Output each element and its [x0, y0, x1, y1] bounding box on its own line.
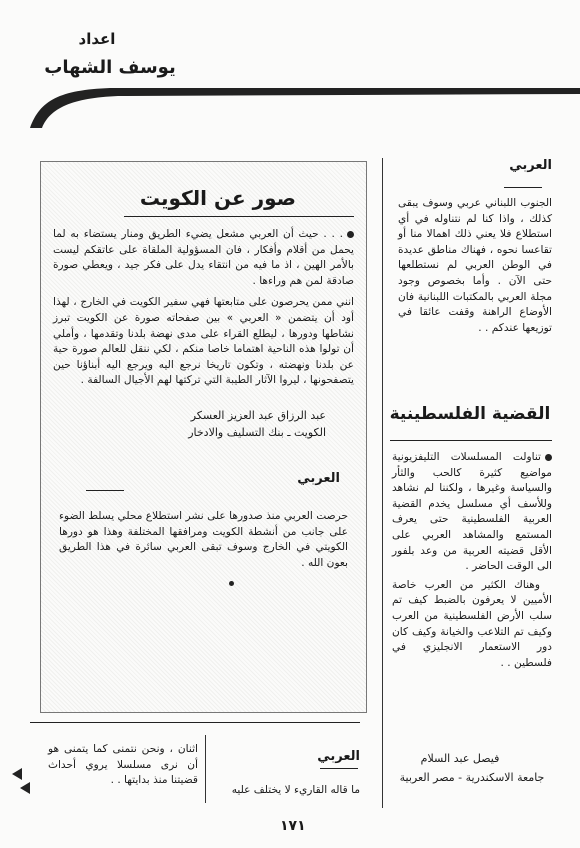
- reply-text-kuwait: حرصت العربي منذ صدورها على نشر استطلاع محلي يسلط الضوء على جانب من أنشطة الكويت ومرافقها المختلفة وهذا هو دورها الكويتي في الخارج وسوف تبقى العربي سائرة في هذا الطريق بعون الله .: [59, 509, 348, 569]
- header-swoosh-decoration: [0, 78, 580, 128]
- reply-text-top: الجنوب اللبناني عربي وسوف يبقى كذلك ، واذا كنا لم نتناوله في أي استطلاع فلا يعني ذلك اهمالا منا أو تقاعسا نحوه ، فهناك مناطق عديدة في الوطن العربي لم نستطلعها حتى الآن . وأما بخصوص وجود مجلة العربي بالمكتبات اللبنانية فان الأوضاع الراهنة وقفت عائقا في توزيعها عندكم . .: [398, 197, 552, 334]
- reply-label-underline: [86, 490, 124, 491]
- signature-name-right: فيصل عبد السلام: [420, 752, 500, 765]
- bullet-dot: [347, 231, 354, 238]
- letter-title-kuwait: صور عن الكويت: [139, 186, 296, 210]
- section-title-palestine: القضية الفلسطينية: [389, 404, 551, 424]
- section-title-rule: [390, 440, 552, 441]
- ornament-dot: [229, 581, 234, 586]
- continue-arrow-icon: [20, 782, 30, 794]
- letter-body-palestine: تناولت المسلسلات التليفزيونية مواضيع كثيرة كالحب والثأر والسياسة وغيرها ، ولكننا لم نشاهد وللأسف أي مسلسل يخدم القضية العربية الفلسطينية حتى يعرف المستمع والمشاهد العربي على الأقل قضيته العربية من وعد بلفور الى الوقت الحاضر . وهناك الكثير من العرب خاصة الأميين لا يعرفون بالضبط كيف تم سلب الأرض الفلسطينية من العرب وكيف تم التلاعب والخيانة وكيف كان دور الاستعمار الانجليزي في فلسطين . .: [392, 451, 552, 669]
- bottom-rule: [30, 722, 360, 723]
- bottom-divider: [205, 735, 206, 803]
- bottom-label-underline: [320, 768, 358, 769]
- reply-label-bottom: العربي: [317, 749, 360, 764]
- letter-paragraph-2: انني ممن يحرصون على متابعتها فهي سفير الكويت في الخارج ، لهذا أود أن يتضمن « العربي » بين صفحاته صورة عن الكويت تبرز نشاطها ودورها ، ليطلع القراء على مدى نهضة بلدنا وتقدمها ، وأملي أن تولوا هذه الناحية اهتماما خاصا منكم ، لكي ننقل للعالم صورة حية عن بلدنا ونهضته ، وتكون تاريخا نرجع اليه ويرجع اليه أبناؤنا حين يتصفحونها ، ليروا الآثار الطيبة التي تركتها لهم الأجيال السالفة .: [53, 296, 354, 387]
- reply-label-kuwait: العربي: [297, 470, 340, 486]
- author-name: يوسف الشهاب: [44, 57, 176, 78]
- prepared-by-label: اعداد: [78, 30, 116, 48]
- page-number: ١٧١: [280, 818, 306, 834]
- bottom-right-text: ما قاله القاريء لا يختلف عليه: [231, 784, 360, 796]
- signature-name-kuwait: عبد الرزاق عبد العزيز العسكر: [190, 408, 326, 422]
- reply-label-top: العربي: [509, 158, 552, 173]
- letter-paragraph-1: . . . حيث أن العربي مشعل يضيء الطريق ومنار يستضاء به لما يحمل من أقلام وأفكار ، فان المسؤولية الملقاة على عاتقكم ليست بالأمر الهين ، اذ ما فيه من انتقاء يدل على فكر جيد ، ويعطي صورة صادقة لمن هم وراءها .: [53, 228, 354, 287]
- column-divider: [382, 158, 383, 808]
- bottom-left-text: اثنان ، ونحن نتمنى كما يتمنى هو أن نرى مسلسلا يروي أحداث قضيتنا منذ بدايتها . .: [48, 743, 198, 787]
- label-underline: [504, 187, 542, 188]
- signature-place-kuwait: الكويت ـ بنك التسليف والادخار: [188, 425, 326, 439]
- signature-place-right: جامعة الاسكندرية - مصر العربية: [399, 771, 545, 784]
- letter-box-kuwait: [40, 161, 367, 713]
- continue-arrow-icon: [12, 768, 22, 780]
- title-underline: [124, 216, 354, 217]
- bullet-dot: [545, 454, 552, 461]
